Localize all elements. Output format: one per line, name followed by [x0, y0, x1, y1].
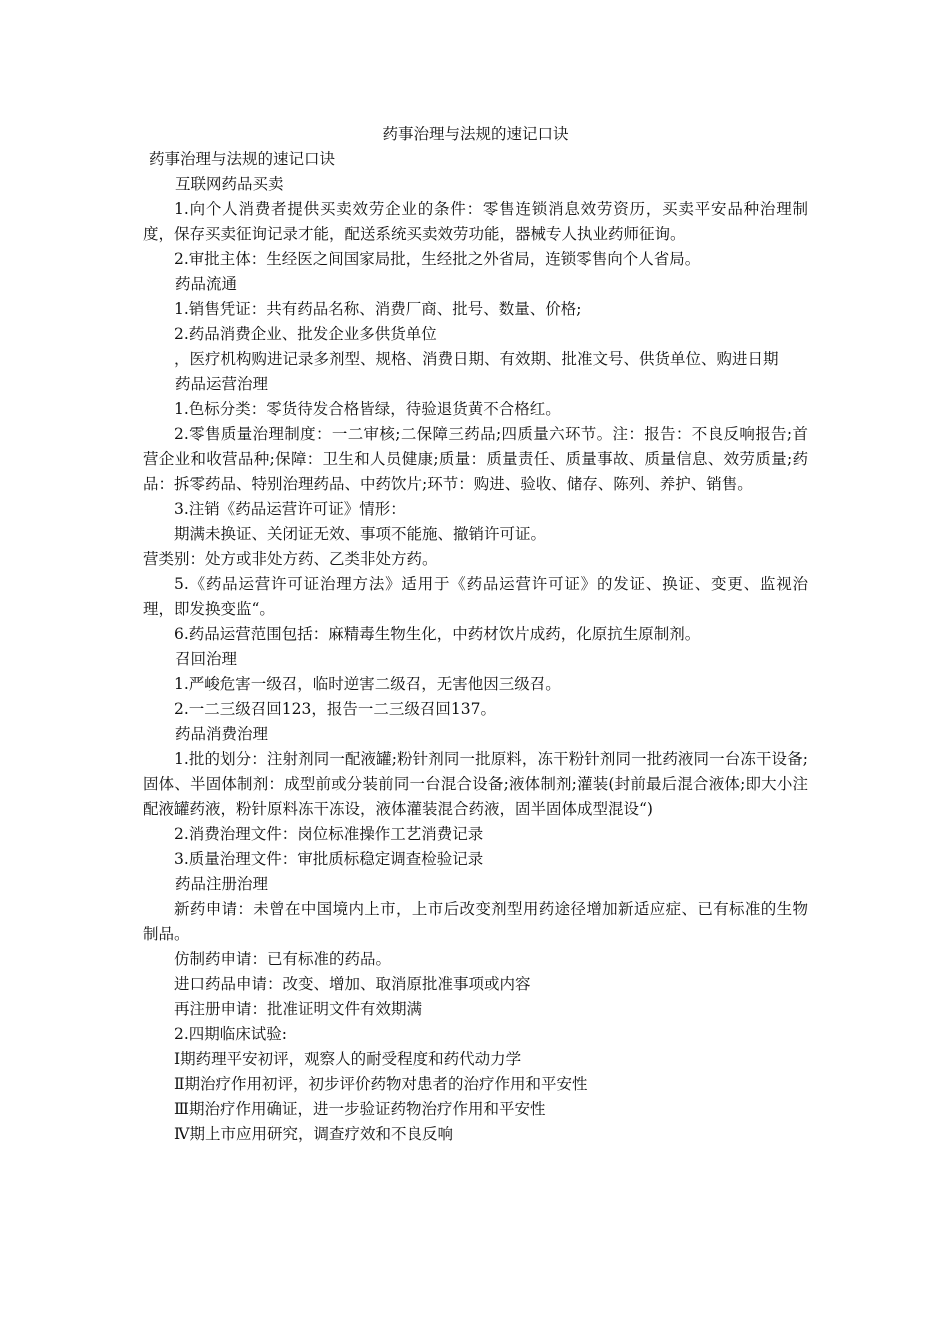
paragraph: Ⅲ期治疗作用确证，进一步验证药物治疗作用和平安性	[174, 1100, 546, 1118]
document-body	[143, 147, 808, 1147]
paragraph: 新药申请：未曾在中国境内上市，上市后改变剂型用药途径增加新适应症、已有标准的生物制品。	[143, 900, 808, 943]
paragraph: 再注册申请：批准证明文件有效期满	[174, 1000, 423, 1018]
section-heading: 药品注册治理	[175, 875, 269, 893]
paragraph: 1.严峻危害一级召，临时逆害二级召，无害他因三级召。	[174, 675, 561, 693]
paragraph: 1.色标分类：零货待发合格皆绿，待验退货黄不合格红。	[174, 400, 561, 418]
paragraph: 药事治理与法规的速记口诀	[149, 150, 336, 168]
paragraph: 2.零售质量治理制度：一二审核;二保障三药品;四质量六环节。注：报告：不良反响报告;首营企业和收营品种;保障：卫生和人员健康;质量：质量责任、质量事故、质量信息、效劳质量;药品：拆零药品、特别治理药品、中药饮片;环节：购进、验收、储存、陈列、养护、销售。	[143, 425, 808, 493]
paragraph: 2.四期临床试验:	[174, 1025, 288, 1043]
section-heading: 药品消费治理	[175, 725, 269, 743]
paragraph: Ⅱ期治疗作用初评，初步评价药物对患者的治疗作用和平安性	[174, 1075, 588, 1093]
paragraph: 3.质量治理文件：审批质标稳定调查检验记录	[174, 850, 484, 868]
section-heading: 互联网药品买卖	[175, 175, 284, 193]
section-heading: 药品运营治理	[175, 375, 269, 393]
paragraph: 1.向个人消费者提供买卖效劳企业的条件：零售连锁消息效劳资历，买卖平安品种治理制度，保存买卖征询记录才能，配送系统买卖效劳功能，器械专人执业药师征询。	[143, 200, 808, 243]
paragraph: 2.审批主体：生经医之间国家局批，生经批之外省局，连锁零售向个人省局。	[174, 250, 701, 268]
paragraph: 2.一二三级召回123，报告一二三级召回137。	[174, 700, 496, 718]
paragraph: 进口药品申请：改变、增加、取消原批准事项或内容	[174, 975, 531, 993]
section-heading: 药品流通	[175, 275, 238, 293]
paragraph: 营类别：处方或非处方药、乙类非处方药。	[143, 550, 438, 568]
paragraph: 仿制药申请：已有标准的药品。	[174, 950, 392, 968]
paragraph: 2.药品消费企业、批发企业多供货单位	[174, 325, 437, 343]
paragraph: 期满未换证、关闭证无效、事项不能施、撤销许可证。	[174, 525, 547, 543]
paragraph: ，医疗机构购进记录多剂型、规格、消费日期、有效期、批准文号、供货单位、购进日期	[174, 350, 779, 368]
paragraph: 3.注销《药品运营许可证》情形：	[174, 500, 406, 518]
paragraph: 6.药品运营范围包括：麻精毒生物生化，中药材饮片成药，化原抗生原制剂。	[174, 625, 701, 643]
paragraph: 5.《药品运营许可证治理方法》适用于《药品运营许可证》的发证、换证、变更、监视治理，即发换变监“。	[143, 575, 808, 618]
document-page	[143, 122, 808, 1147]
document-title: 药事治理与法规的速记口诀	[382, 125, 569, 143]
paragraph: 1.销售凭证：共有药品名称、消费厂商、批号、数量、价格;	[174, 300, 582, 318]
paragraph: 2.消费治理文件：岗位标准操作工艺消费记录	[174, 825, 484, 843]
paragraph: Ⅳ期上市应用研究，调查疗效和不良反响	[174, 1125, 453, 1143]
section-heading: 召回治理	[175, 650, 238, 668]
paragraph: 1.批的划分：注射剂同一配液罐;粉针剂同一批原料，冻干粉针剂同一批药液同一台冻干设备;固体、半固体制剂：成型前或分装前同一台混合设备;液体制剂;灌装(封前最后混合液体;即大小注配液罐药液，粉针原料冻干冻设，液体灌装混合药液，固半固体成型混设“)	[143, 750, 808, 818]
paragraph: Ⅰ期药理平安初评，观察人的耐受程度和药代动力学	[174, 1050, 522, 1068]
